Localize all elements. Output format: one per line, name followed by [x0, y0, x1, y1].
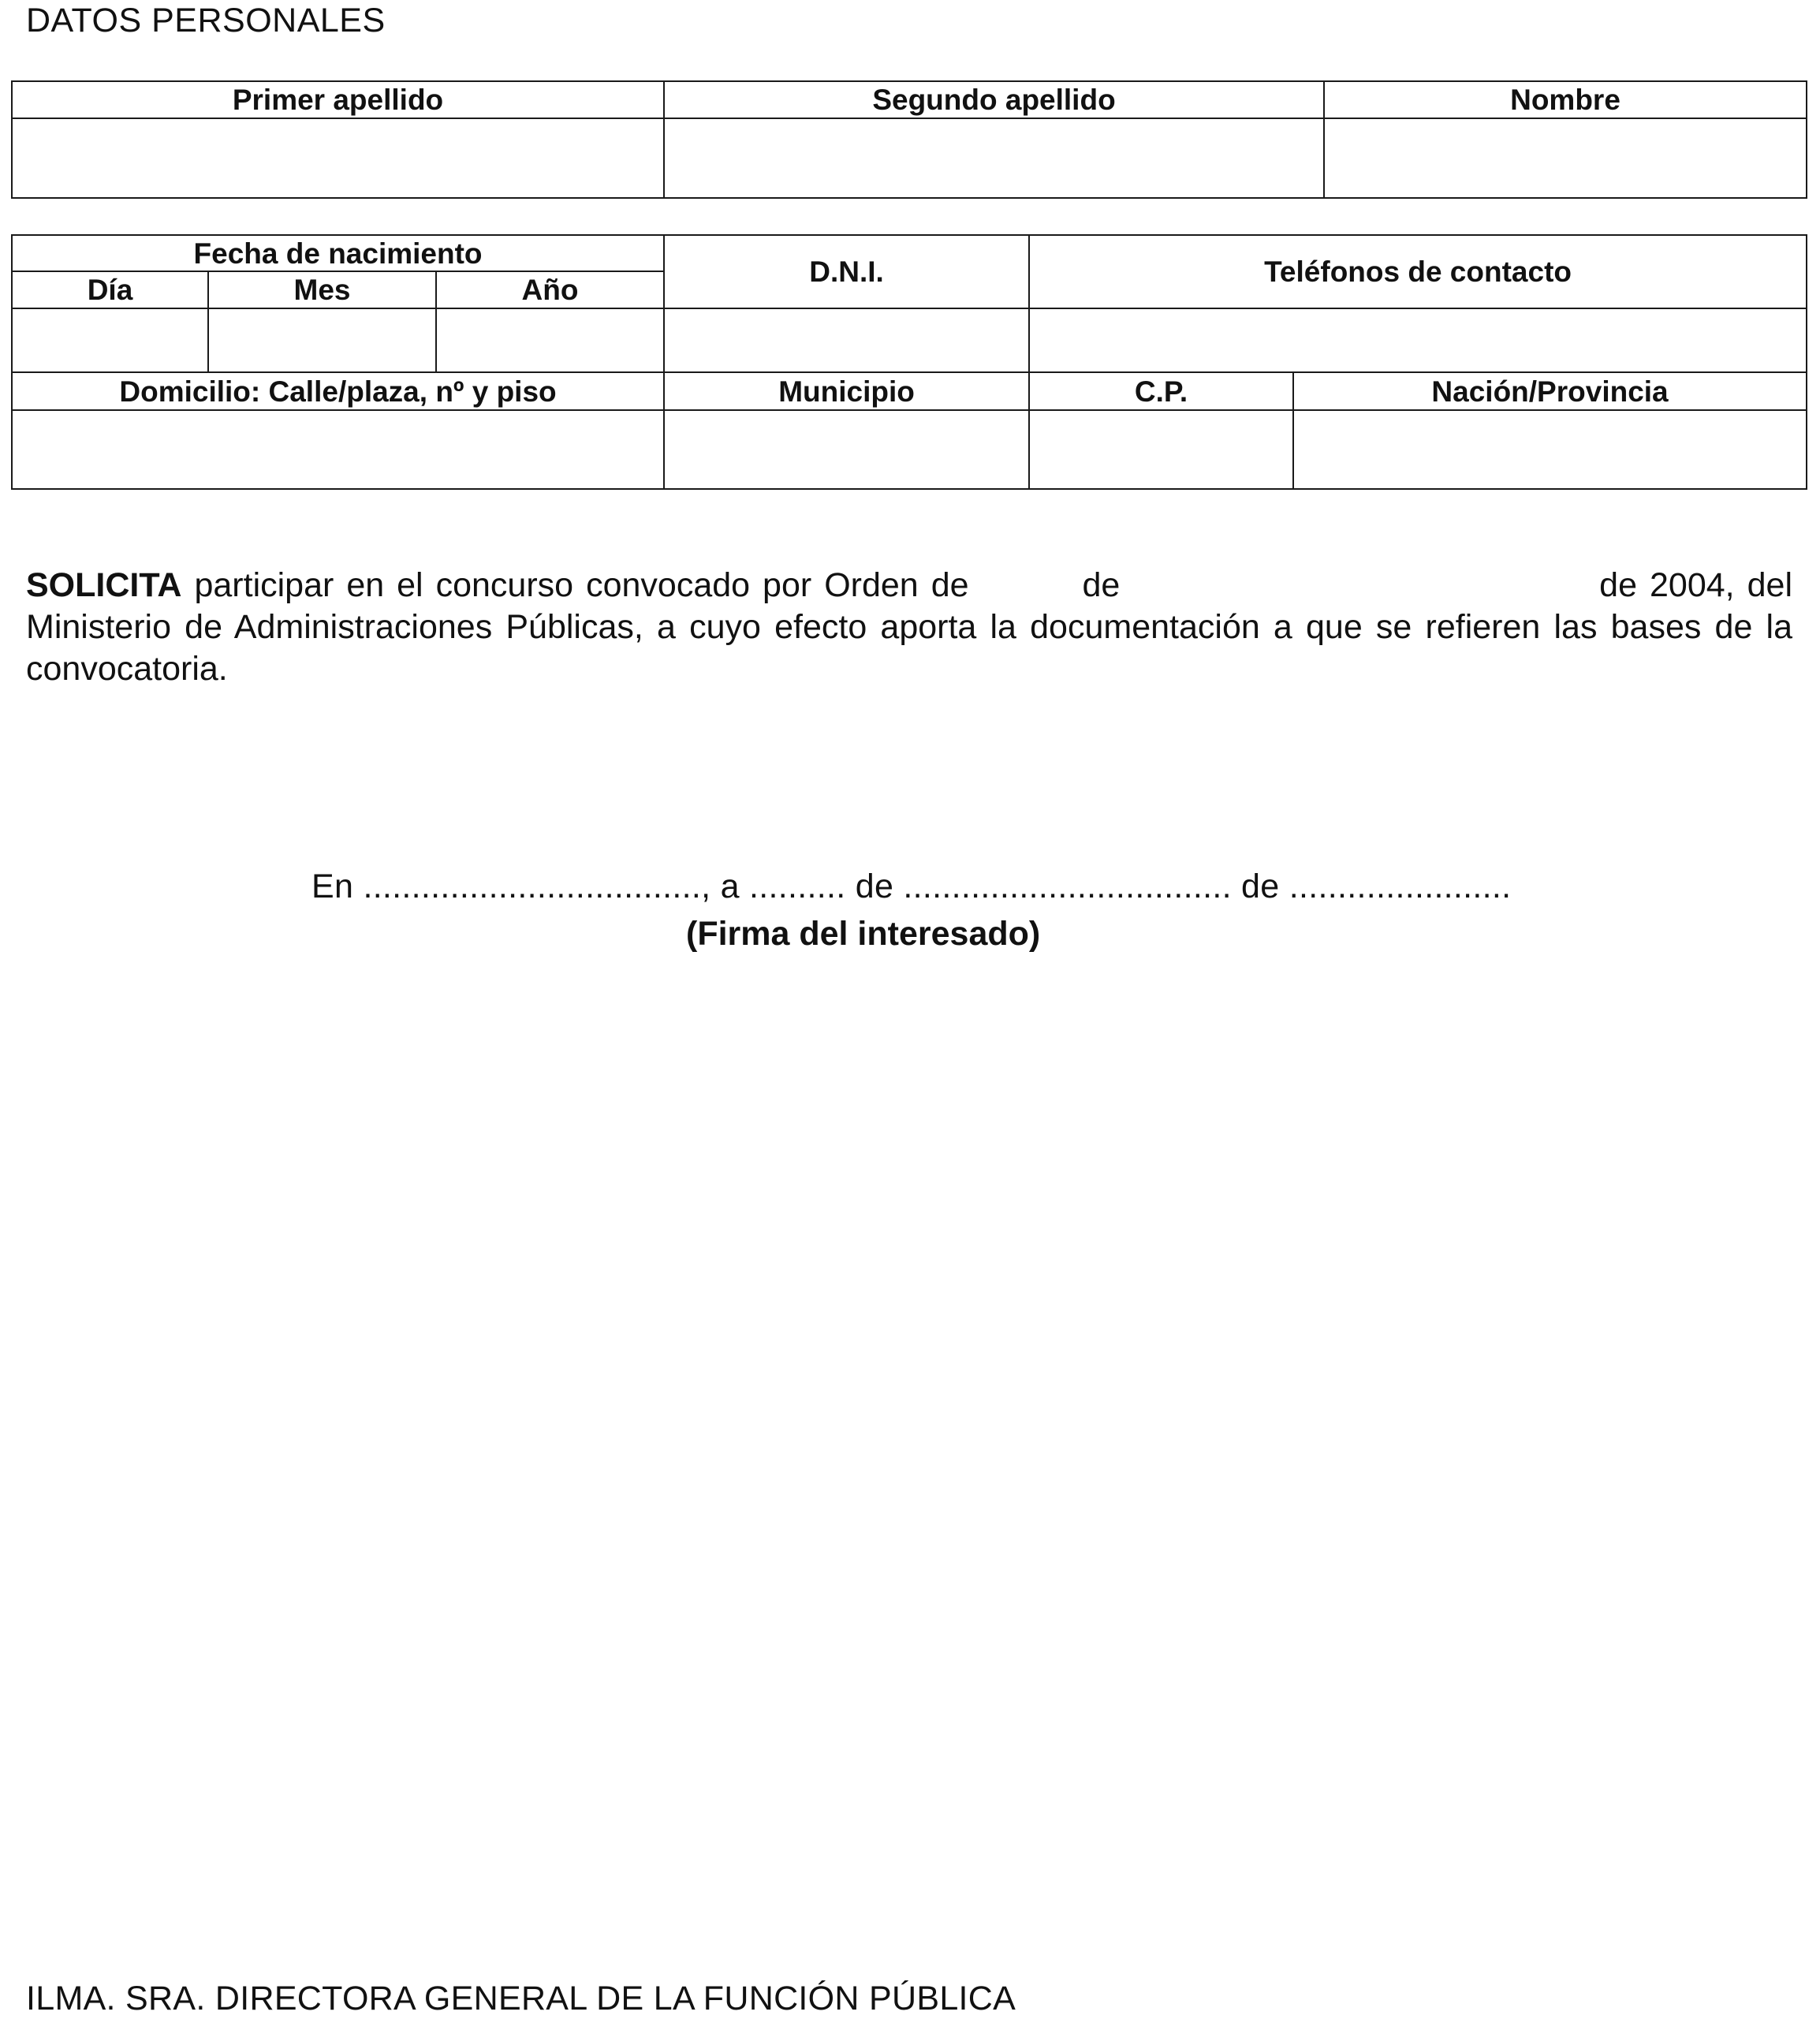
municipio-field[interactable]: [664, 410, 1029, 489]
cp-field[interactable]: [1029, 410, 1293, 489]
header-municipio: Municipio: [664, 372, 1029, 410]
header-nacion-provincia: Nación/Provincia: [1293, 372, 1807, 410]
mes-field[interactable]: [208, 308, 436, 372]
header-fecha-nacimiento: Fecha de nacimiento: [12, 235, 664, 271]
header-cp: C.P.: [1029, 372, 1293, 410]
request-paragraph: [26, 565, 1792, 690]
section-title: DATOS PERSONALES: [26, 2, 386, 39]
header-mes: Mes: [208, 271, 436, 308]
header-dia: Día: [12, 271, 208, 308]
nacion-provincia-field[interactable]: [1293, 410, 1807, 489]
names-table: [11, 80, 1807, 199]
dni-field[interactable]: [664, 308, 1029, 372]
signature-caption: (Firma del interesado): [686, 915, 1041, 953]
header-domicilio: Domicilio: Calle/plaza, nº y piso: [12, 372, 664, 410]
dia-field[interactable]: [12, 308, 208, 372]
header-anio: Año: [436, 271, 664, 308]
request-keyword: SOLICITA: [26, 566, 182, 604]
place-date-line: En ..................................., a .......... de .................................. de .......................: [311, 868, 1512, 905]
header-segundo-apellido: Segundo apellido: [664, 81, 1324, 118]
addressee: ILMA. SRA. DIRECTORA GENERAL DE LA FUNCIÓN PÚBLICA: [26, 1980, 1016, 2017]
telefonos-field[interactable]: [1029, 308, 1807, 372]
primer-apellido-field[interactable]: [12, 118, 664, 198]
domicilio-field[interactable]: [12, 410, 664, 489]
header-dni: D.N.I.: [664, 235, 1029, 308]
anio-field[interactable]: [436, 308, 664, 372]
nombre-field[interactable]: [1324, 118, 1807, 198]
request-body: participar en el concurso convocado por Orden de de de 2004, del Ministerio de Administraciones Públicas, a cuyo efecto aporta la documentación a que se refieren las bases de la convocatoria.: [26, 566, 1792, 688]
details-table: [11, 234, 1807, 490]
header-primer-apellido: Primer apellido: [12, 81, 664, 118]
header-nombre: Nombre: [1324, 81, 1807, 118]
segundo-apellido-field[interactable]: [664, 118, 1324, 198]
header-telefonos: Teléfonos de contacto: [1029, 235, 1807, 308]
